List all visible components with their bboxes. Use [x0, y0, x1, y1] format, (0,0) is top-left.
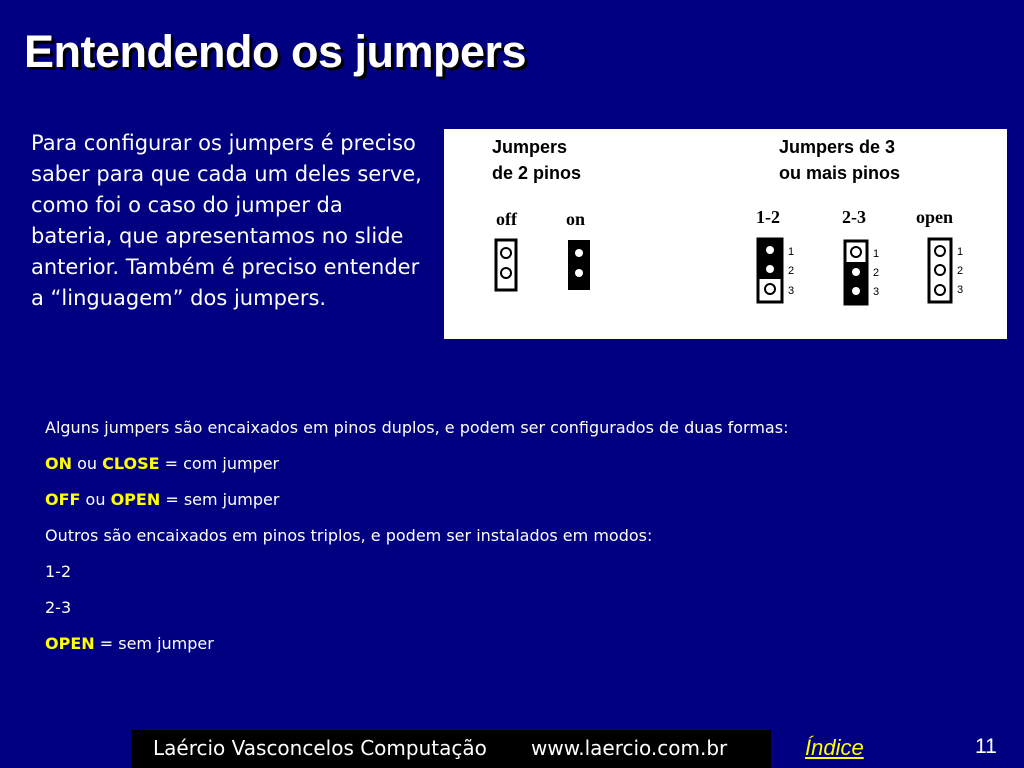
jumper-two-pin-off [496, 240, 516, 290]
svg-text:2: 2 [957, 265, 964, 277]
body-line-5: 1-2 [45, 562, 72, 581]
svg-text:2: 2 [788, 265, 795, 277]
footer-author: Laércio Vasconcelos Computação [153, 736, 487, 760]
svg-text:1: 1 [788, 246, 795, 258]
jumper-two-pin-on [568, 240, 590, 290]
page-number: 11 [975, 735, 997, 758]
index-link[interactable]: Índice [805, 735, 864, 760]
body-line-3: OFF ou OPEN = sem jumper [45, 490, 280, 509]
jumper-three-pin-open [929, 239, 963, 302]
label-2-3: 2-3 [842, 207, 866, 227]
intro-text: Para configurar os jumpers é preciso saber para que cada um deles serve, como foi o caso do jumper da bateria, que apresentamos no slide anterior. Também é preciso entender a “linguagem” dos jumpers. [31, 131, 422, 310]
three-pin-heading-line2: ou mais pinos [779, 163, 901, 183]
jumper-three-pin-1-2 [758, 239, 794, 302]
label-on: on [566, 209, 586, 229]
body-line-1: Alguns jumpers são encaixados em pinos duplos, e podem ser configurados de duas formas: [45, 418, 789, 437]
jumper-three-pin-2-3 [845, 241, 879, 304]
label-1-2: 1-2 [756, 207, 780, 227]
footer-website: www.laercio.com.br [531, 736, 728, 760]
slide-title: Entendendo os jumpers [24, 26, 527, 77]
svg-text:3: 3 [873, 286, 880, 298]
svg-text:1: 1 [873, 248, 880, 260]
body-text [45, 416, 788, 668]
svg-text:3: 3 [788, 285, 795, 297]
body-line-6: 2-3 [45, 598, 72, 617]
body-line-4: Outros são encaixados em pinos triplos, e podem ser instalados em modos: [45, 526, 653, 545]
label-off: off [496, 209, 517, 229]
two-pin-heading-line1: Jumpers [492, 137, 568, 157]
body-line-2: ON ou CLOSE = com jumper [45, 454, 280, 473]
jumper-diagram [444, 129, 1007, 339]
label-open: open [916, 207, 954, 227]
svg-text:1: 1 [957, 246, 964, 258]
body-line-7: OPEN = sem jumper [45, 634, 214, 653]
footer-bar [131, 730, 771, 768]
three-pin-heading-line1: Jumpers de 3 [779, 137, 896, 157]
svg-text:3: 3 [957, 284, 964, 296]
two-pin-heading-line2: de 2 pinos [492, 163, 582, 183]
svg-text:2: 2 [873, 267, 880, 279]
